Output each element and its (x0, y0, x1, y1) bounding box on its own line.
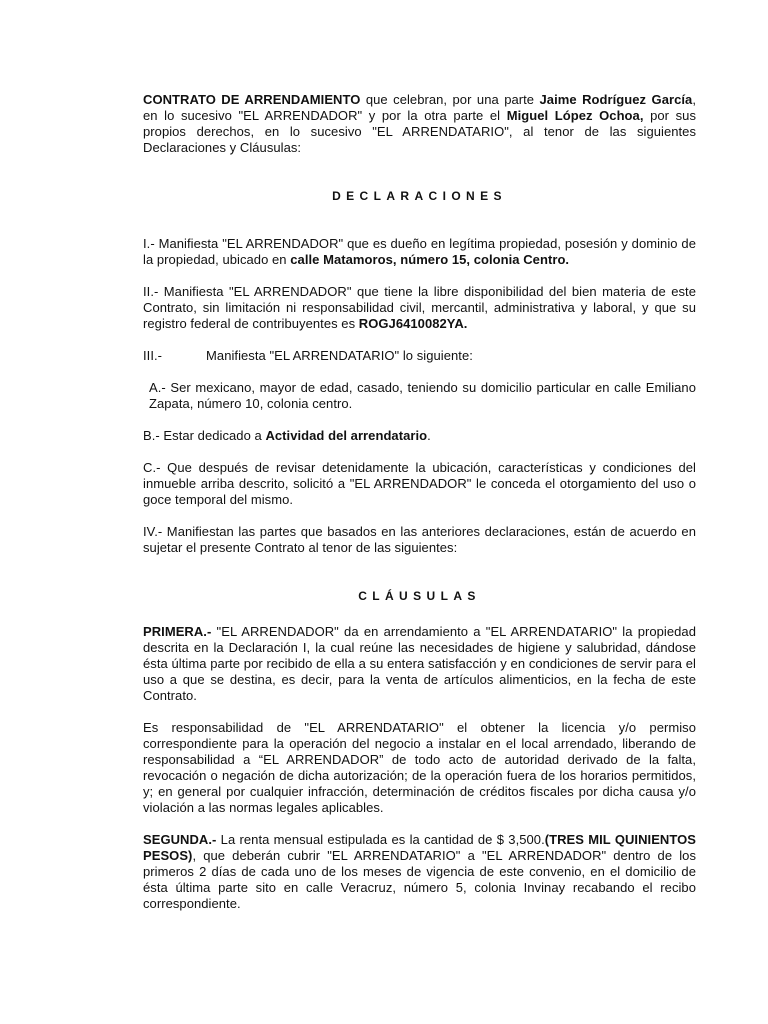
intro-text-1: que celebran, por una parte (360, 92, 540, 107)
declaracion-1-text: I.- Manifiesta "EL ARRENDADOR" que es dueño en legítima propiedad, posesión y dominio de la propiedad, ubicado en (143, 236, 696, 267)
declaracion-2-text: II.- Manifiesta "EL ARRENDADOR" que tiene la libre disponibilidad del bien materia de este Contrato, sin limitación ni responsabilidad civil, mercantil, administrativa y laboral, y que su registro federal de contribuyentes es (143, 284, 696, 331)
clausulas-heading: CLÁUSULAS (358, 589, 481, 603)
contract-title: CONTRATO DE ARRENDAMIENTO (143, 92, 361, 107)
party-arrendatario-name: Miguel López Ochoa, (506, 108, 644, 123)
clausula-primera-text: "EL ARRENDADOR" da en arrendamiento a "EL ARRENDATARIO" la propiedad descrita en la Declaración I, la cual reúne las necesidades de higiene y salubridad, dándose ésta última parte por recibido de ella a su entera satisfacción y en condiciones de servir para el uso a que se destina, es decir, para la venta de artículos alimenticios, en la fecha de este Contrato. (143, 624, 696, 703)
clausula-segunda (143, 832, 696, 912)
declaracion-4: IV.- Manifiestan las partes que basados en las anteriores declaraciones, están de acuerdo en sujetar el presente Contrato al tenor de las siguientes: (143, 524, 696, 555)
declaracion-3-number: III.- (143, 348, 163, 363)
property-address: calle Matamoros, número 15, colonia Centro. (290, 252, 570, 267)
clausula-segunda-label: SEGUNDA.- (143, 832, 217, 847)
clausula-responsabilidad: Es responsabilidad de "EL ARRENDATARIO" el obtener la licencia y/o permiso correspondiente para la operación del negocio a instalar en el local arrendado, liberando de responsabilidad a “EL ARRENDADOR” de todo acto de autoridad derivado de la falta, revocación o negación de dicha autorización; de la operación fuera de los horarios permitidos, y; en general por cualquier infracción, determinación de créditos fiscales por dicha causa y/o violación a las normas legales aplicables. (143, 720, 696, 815)
clausula-segunda-text-1: La renta mensual estipulada es la cantidad de $ 3,500. (216, 832, 545, 847)
declaracion-3-text: Manifiesta "EL ARRENDATARIO" lo siguiente: (206, 348, 473, 363)
declaraciones-heading: DECLARACIONES (332, 189, 507, 203)
intro-text-3: por sus propios derechos, en lo sucesivo "EL ARRENDATARIO", al tenor de las siguientes Declaraciones y Cláusulas: (143, 108, 696, 155)
party-arrendador-name: Jaime Rodríguez García (539, 92, 693, 107)
intro-paragraph (143, 92, 696, 156)
declaracion-3-c: C.- Que después de revisar detenidamente la ubicación, características y condiciones del inmueble arriba descrito, solicitó a "EL ARRENDADOR" le conceda el otorgamiento del uso o goce temporal del mismo. (143, 460, 696, 507)
actividad-placeholder: Actividad del arrendatario (265, 428, 428, 443)
declaracion-1 (143, 236, 696, 268)
declaracion-3-b (143, 428, 696, 444)
declaracion-3-b-end: . (427, 428, 431, 443)
intro-text-2: , en lo sucesivo "EL ARRENDADOR" y por la otra parte el (143, 92, 696, 123)
declaracion-3-b-text: B.- Estar dedicado a (143, 428, 266, 443)
rfc-value: ROGJ6410082YA. (358, 316, 468, 331)
declaracion-3-a: A.- Ser mexicano, mayor de edad, casado, teniendo su domicilio particular en calle Emiliano Zapata, número 10, colonia centro. (149, 380, 696, 411)
declaracion-2 (143, 284, 696, 332)
clausula-primera-label: PRIMERA.- (143, 624, 212, 639)
rent-amount-words: (TRES MIL QUINIENTOS PESOS) (143, 832, 696, 863)
clausula-segunda-text-2: , que deberán cubrir "EL ARRENDATARIO" a "EL ARRENDADOR" dentro de los primeros 2 días de cada uno de los meses de vigencia de este convenio, en el domicilio de ésta última parte sito en calle Veracruz, número 5, colonia Invinay recabando el recibo correspondiente. (143, 848, 696, 911)
clausula-primera (143, 624, 696, 704)
declaracion-3 (143, 348, 696, 364)
